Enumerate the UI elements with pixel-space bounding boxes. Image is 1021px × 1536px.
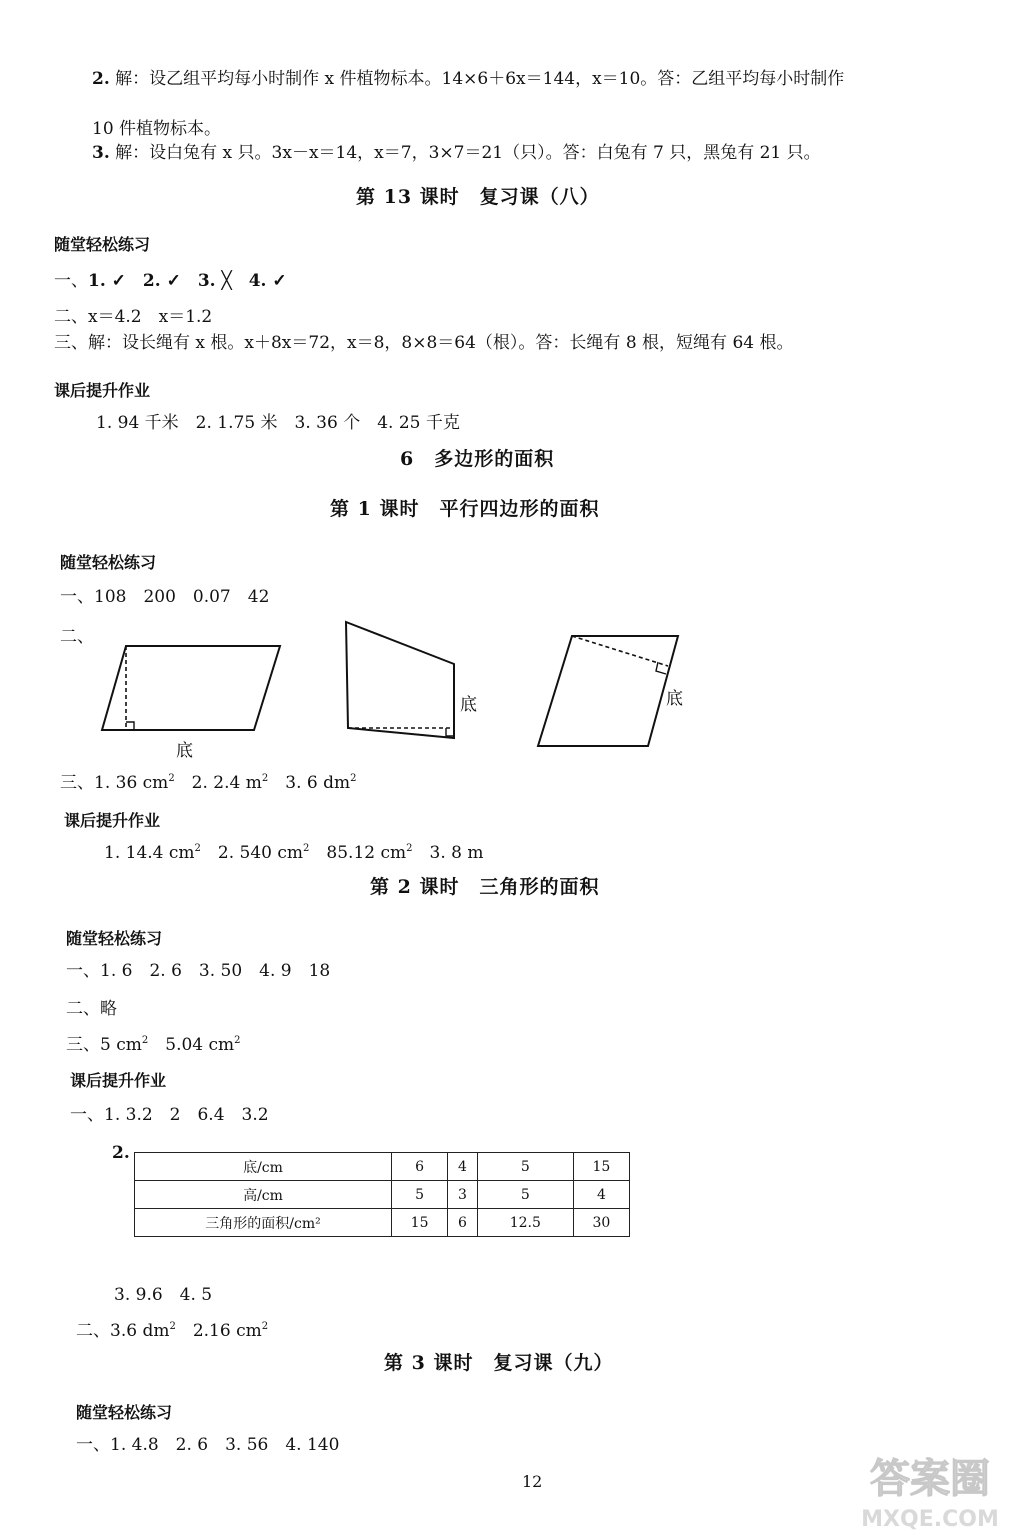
table-row [135, 1181, 630, 1209]
answer-row: 一、1. 4.8 2. 6 3. 56 4. 140 [76, 1435, 340, 1455]
base-label: 底 [460, 695, 477, 715]
parallelogram-figure-3 [532, 630, 682, 752]
answer-row: 三、解：设长绳有 x 根。x＋8x＝72，x＝8，8×8＝64（根）。答：长绳有 8 根，短绳有 64 根。 [54, 333, 794, 353]
answer-item: 二、3.6 dm [76, 1321, 170, 1341]
table-row [135, 1209, 630, 1237]
base-label: 底 [176, 741, 193, 761]
section-heading: 随堂轻松练习 [54, 235, 151, 254]
superscript: 2 [168, 773, 175, 784]
table-cell: 12.5 [477, 1209, 573, 1237]
superscript: 2 [303, 843, 310, 854]
superscript: 2 [350, 773, 357, 784]
answer-row: 一、108 200 0.07 42 [60, 587, 270, 607]
superscript: 2 [406, 843, 413, 854]
answer-number: 2. [92, 69, 110, 89]
superscript: 2 [261, 773, 269, 784]
table-cell: 6 [392, 1153, 448, 1181]
row-header: 高/cm [135, 1181, 392, 1209]
answer-2-line1 [92, 68, 844, 90]
watermark-url: MXQE.COM [861, 1507, 999, 1532]
watermark-text: 答案圈 [870, 1456, 990, 1502]
table-cell: 4 [448, 1153, 478, 1181]
answer-row [60, 772, 356, 794]
superscript: 2 [234, 1035, 241, 1046]
check-answers: 1. ✓ 2. ✓ 3. ╳ 4. ✓ [88, 271, 287, 291]
superscript: 2 [261, 1321, 269, 1332]
parallelogram-figure-2 [340, 616, 460, 742]
row-label: 一、 [54, 271, 88, 291]
row-header: 三角形的面积/cm² [135, 1209, 392, 1237]
answer-item: 三、5 cm [66, 1035, 142, 1055]
watermark-logo [842, 1446, 1018, 1534]
answer-item: 85.12 cm [309, 843, 407, 863]
chapter-title: 6 多边形的面积 [400, 448, 555, 470]
answer-item: 3. 6 dm [268, 773, 351, 793]
answer-row: 一、1. 6 2. 6 3. 50 4. 9 18 [66, 961, 331, 981]
answer-row [66, 1034, 241, 1056]
answer-3 [92, 142, 821, 164]
table-cell: 4 [573, 1181, 629, 1209]
table-cell: 15 [573, 1153, 629, 1181]
superscript: 2 [169, 1321, 176, 1332]
answer-text: 解：设白兔有 x 只。3x－x＝14，x＝7，3×7＝21（只）。答：白兔有 7 只，黑兔有 21 只。 [115, 143, 821, 163]
answer-item: 3. 8 m [412, 843, 484, 863]
answer-item: 5.04 cm [148, 1035, 235, 1055]
section-heading: 课后提升作业 [54, 381, 151, 400]
parallelogram-figure-1 [96, 638, 288, 738]
answer-number: 3. [92, 143, 110, 163]
answer-text: 解：设乙组平均每小时制作 x 件植物标本。14×6＋6x＝144，x＝10。答：乙组平均每小时制作 [115, 69, 845, 89]
lesson-1-title: 第 1 课时 平行四边形的面积 [330, 498, 600, 520]
section-heading: 随堂轻松练习 [76, 1403, 173, 1422]
table-cell: 3 [448, 1181, 478, 1209]
answer-row [104, 842, 483, 864]
section-heading: 课后提升作业 [64, 811, 161, 830]
base-label: 底 [666, 689, 683, 709]
answer-item: 2. 2.4 m [174, 773, 262, 793]
table-row [135, 1153, 630, 1181]
table-cell: 6 [448, 1209, 478, 1237]
lesson-13-title: 第 13 课时 复习课（八） [356, 186, 600, 208]
row-header: 底/cm [135, 1153, 392, 1181]
triangle-area-table [134, 1152, 630, 1237]
section-heading: 随堂轻松练习 [66, 929, 163, 948]
lesson-3-title: 第 3 课时 复习课（九） [384, 1352, 614, 1374]
answer-row: 二、x＝4.2 x＝1.2 [54, 307, 213, 327]
answer-2-line2: 10 件植物标本。 [92, 119, 222, 139]
section-heading: 课后提升作业 [70, 1071, 167, 1090]
lesson-2-title: 第 2 课时 三角形的面积 [370, 876, 600, 898]
superscript: 2 [141, 1035, 149, 1046]
table-cell: 5 [392, 1181, 448, 1209]
answer-row: 二、略 [66, 999, 117, 1019]
answer-row: 3. 9.6 4. 5 [114, 1285, 213, 1305]
section-heading: 随堂轻松练习 [60, 553, 157, 572]
table-cell: 5 [477, 1153, 573, 1181]
answer-item: 2.16 cm [175, 1321, 262, 1341]
answer-number: 2. [112, 1143, 130, 1163]
table-cell: 30 [573, 1209, 629, 1237]
row-label: 二、 [60, 627, 94, 647]
answer-row [76, 1320, 268, 1342]
superscript: 2 [194, 843, 201, 854]
answer-item: 1. 14.4 cm [104, 843, 195, 863]
answer-row: 一、1. 3.2 2 6.4 3.2 [70, 1105, 269, 1125]
answer-item: 2. 540 cm [200, 843, 304, 863]
answer-item: 三、1. 36 cm [60, 773, 169, 793]
answer-row [54, 270, 287, 292]
table-cell: 5 [477, 1181, 573, 1209]
page-number: 12 [522, 1472, 543, 1491]
answer-row: 1. 94 千米 2. 1.75 米 3. 36 个 4. 25 千克 [96, 413, 460, 433]
table-cell: 15 [392, 1209, 448, 1237]
